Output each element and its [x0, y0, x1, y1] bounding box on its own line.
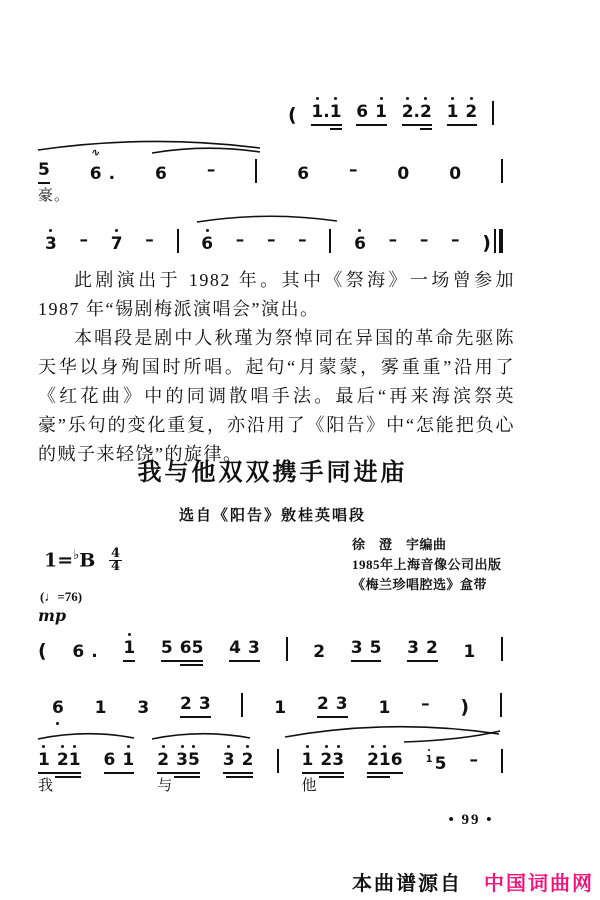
commentary-paragraph-2: 本唱段是剧中人秋瑾为祭悼同在异国的革命先驱陈天华以身殉国时所唱。起句“月蒙蒙，雾重重”沿用了《红花曲》中的同调散唱手法。最后“再来海滨祭英豪”乐句的变化重复，亦沿用了《阳告》中“怎能把负心的贼子来轻饶”的旋律。	[38, 328, 515, 464]
note-group: 2	[313, 642, 326, 663]
slur	[283, 716, 501, 740]
bar-line	[241, 693, 243, 717]
time-signature	[109, 548, 122, 573]
tempo-marking: (♩=76)	[40, 589, 83, 604]
note-group: 6 1	[356, 104, 387, 126]
note-group: 3 2	[223, 752, 254, 774]
note-group: 3 2	[407, 640, 438, 662]
watermark-site-name: 中国词曲网	[484, 873, 594, 895]
duration-dash: –	[469, 750, 478, 770]
slur	[150, 727, 252, 741]
note-group: 1	[463, 642, 476, 663]
note-group: 4 3	[229, 640, 260, 662]
slur	[402, 729, 502, 744]
slur	[36, 727, 136, 741]
notation-line-intro-2	[38, 146, 503, 205]
duration-dash: –	[235, 230, 245, 250]
bar-line	[501, 159, 503, 183]
credits	[352, 535, 518, 595]
duration-dash: –	[348, 160, 358, 180]
note-group: 3	[137, 698, 150, 719]
note-group: 6	[297, 164, 310, 185]
bar-line	[277, 749, 279, 773]
slur	[150, 142, 262, 155]
duration-dash: –	[419, 230, 429, 250]
lyric: 与	[157, 778, 174, 795]
duration-dash: –	[266, 230, 276, 250]
note-group: 1 5	[426, 756, 447, 774]
duration-dash: –	[451, 230, 460, 250]
meter-top: 4	[110, 546, 121, 562]
final-double-bar: )	[482, 229, 503, 254]
bar-line	[500, 693, 502, 717]
bar-line	[501, 637, 503, 661]
mordent-ornament-icon: ∿	[89, 146, 102, 160]
bar-line	[492, 101, 494, 125]
note-group: 6	[155, 164, 167, 185]
note-group: 6 1	[104, 752, 135, 774]
parenthesis: (	[38, 640, 47, 662]
flat-sign: ♭	[73, 548, 80, 563]
lyric: 我	[38, 778, 55, 795]
note-group: 1	[94, 698, 107, 719]
note-group: 6	[354, 236, 366, 254]
duration-dash: –	[206, 160, 216, 180]
song-title: 我与他双双携手同进庙	[137, 460, 408, 486]
note-group: 0	[397, 164, 410, 185]
note-group: 5 豪。	[38, 160, 71, 205]
note-group: 1 2 1 我	[38, 752, 81, 774]
watermark-footer	[0, 867, 594, 896]
notation-line-song-1	[38, 632, 503, 662]
note-group: 1	[274, 698, 287, 719]
note-group: 7	[111, 236, 123, 254]
bar-line	[255, 159, 257, 183]
note-group: 2 3 5 与	[157, 752, 200, 774]
commentary-paragraph-1: 此剧演出于 1982 年。其中《祭海》一场曾参加 1987 年“锡剧梅派演唱会”演出。	[38, 270, 515, 319]
note-group: 2 3	[180, 696, 211, 718]
slur	[36, 132, 262, 152]
page-number: • 99 •	[448, 812, 494, 828]
note-group: 3	[45, 236, 57, 254]
notation-line-song-2	[52, 688, 502, 718]
note-group: 2 3	[317, 696, 348, 718]
credit-album: 《梅兰珍唱腔选》盒带	[352, 577, 488, 592]
bar-line	[177, 229, 179, 253]
lyric: 豪。	[38, 188, 71, 205]
note-group: 2 . 2	[402, 104, 432, 126]
note-group: 6 .	[72, 642, 98, 663]
note-group: 6	[201, 236, 213, 254]
grace-note: 1	[426, 755, 433, 766]
duration-dash: –	[388, 230, 398, 250]
key-prefix: 1=	[44, 549, 74, 572]
key-signature	[44, 548, 122, 573]
note-group: 6	[52, 700, 64, 718]
duration-dash: –	[79, 230, 89, 250]
note-group: 5 6 5	[161, 640, 204, 662]
notation-line-song-3	[38, 744, 503, 795]
note-group: 6 . ∿	[89, 146, 116, 185]
note-group: 1 2 3 他	[302, 752, 345, 774]
parenthesis: )	[460, 696, 470, 718]
notation-line-intro-3	[45, 224, 503, 254]
key-note: B	[79, 549, 96, 572]
credit-arranger: 徐 澄 宇编曲	[352, 537, 447, 552]
slur	[195, 209, 339, 224]
notation-line-intro-1	[288, 96, 494, 126]
duration-dash: –	[421, 694, 430, 714]
note-group: 1	[123, 640, 135, 662]
duration-dash: –	[145, 230, 154, 250]
note-group: 3 5	[351, 640, 382, 662]
bar-line	[501, 749, 503, 773]
note-group: 1 2	[447, 104, 478, 126]
commentary	[38, 266, 515, 469]
dynamic-marking: mp	[38, 606, 67, 625]
duration-dash: –	[298, 230, 307, 250]
credit-publisher: 1985年上海音像公司出版	[352, 557, 502, 572]
note-group: 0	[449, 164, 462, 185]
bar-line	[329, 229, 331, 253]
lyric: 他	[301, 778, 318, 795]
bar-line	[286, 637, 288, 661]
note-group: 1	[378, 698, 391, 719]
watermark-prefix: 本曲谱源自	[352, 873, 462, 895]
note-group: 2 1 6	[367, 752, 403, 774]
parenthesis: (	[288, 104, 297, 126]
meter-bottom: 4	[110, 559, 121, 575]
note-group: 1 . 1	[311, 104, 341, 126]
song-subtitle: 选自《阳告》敫桂英唱段	[178, 508, 366, 524]
